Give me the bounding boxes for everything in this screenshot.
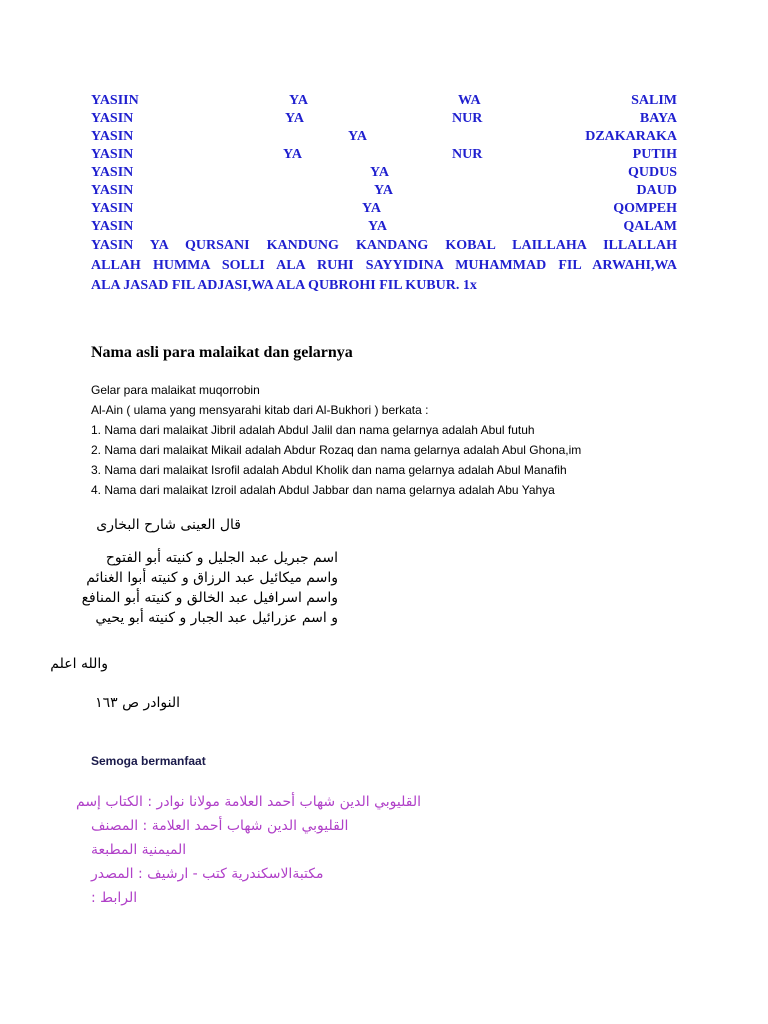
angel-name-item: 3. Nama dari malaikat Isrofil adalah Abdul Kholik dan nama gelarnya adalah Abul Manafih — [91, 463, 567, 477]
verse-word: QALAM — [623, 219, 677, 234]
source-line: مكتبةالاسكندرية كتب - ارشيف : المصدر — [91, 866, 324, 882]
source-block — [76, 790, 421, 910]
arabic-names-block — [82, 548, 338, 628]
angel-name-item: 2. Nama dari malaikat Mikail adalah Abdur Rozaq dan nama gelarnya adalah Abul Ghona,im — [91, 443, 582, 457]
verse-word: YASIN — [91, 147, 134, 162]
arabic-line: واسم ميكائيل عبد الرزاق و كنيته أبوا الغنائم — [86, 570, 338, 586]
intro-text: Al-Ain ( ulama yang mensyarahi kitab dari Al-Bukhori ) berkata : — [91, 403, 429, 417]
verse-word: SALIM — [631, 93, 677, 108]
source-line: الميمنية المطبعة — [91, 842, 187, 858]
verse-word: YA — [285, 111, 304, 126]
verse-word: YA — [289, 93, 308, 108]
arabic-line: اسم جبريل عبد الجليل و كنيته أبو الفتوح — [105, 550, 338, 566]
verse-word: QUDUS — [627, 165, 677, 180]
verse-word: DZAKARAKA — [585, 129, 677, 144]
verse-paragraph-line: ALLAH HUMMA SOLLI ALA RUHI SAYYIDINA MUHAMMAD FIL ARWAHI,WA — [91, 258, 677, 273]
verse-word: NUR — [452, 147, 483, 162]
verse-word: YA — [370, 165, 389, 180]
verse-word: YASIN — [91, 111, 134, 126]
verse-row — [91, 200, 677, 218]
source-line: القليوبي الدين شهاب أحمد العلامة : المصنف — [91, 818, 349, 834]
verse-word: YASIN — [91, 183, 134, 198]
arabic-heading: قال العينى شارح البخارى — [96, 517, 241, 533]
arabic-wallahu-alam: والله اعلم — [50, 656, 108, 672]
source-line: القليوبي الدين شهاب أحمد العلامة مولانا نوادر : الكتاب إسم — [76, 794, 421, 810]
verse-row — [91, 182, 677, 200]
verse-word: YASIN — [91, 201, 134, 216]
arabic-line: و اسم عزرائيل عبد الجبار و كنيته أبو يحيي — [95, 610, 338, 626]
verse-row — [91, 164, 677, 182]
verse-row — [91, 218, 677, 236]
closing-note: Semoga bermanfaat — [91, 754, 206, 768]
verse-word: YASIN — [91, 219, 134, 234]
verse-word: NUR — [452, 111, 483, 126]
verse-word: DAUD — [636, 183, 677, 198]
verse-word: PUTIH — [632, 147, 677, 162]
verse-word: YA — [348, 129, 367, 144]
section-heading: Nama asli para malaikat dan gelarnya — [91, 344, 353, 361]
verse-word: YASIN — [91, 165, 134, 180]
angel-name-item: 4. Nama dari malaikat Izroil adalah Abdul Jabbar dan nama gelarnya adalah Abu Yahya — [91, 483, 555, 497]
verse-paragraph-line: YASIN YA QURSANI KANDUNG KANDANG KOBAL LAILLAHA ILLALLAH — [91, 238, 677, 253]
verse-row — [91, 92, 677, 110]
verse-word: YA — [362, 201, 381, 216]
source-line: الرابط : — [91, 890, 138, 906]
verse-word: YA — [368, 219, 387, 234]
intro-title: Gelar para malaikat muqorrobin — [91, 383, 260, 397]
verse-word: YASIIN — [91, 93, 139, 108]
angel-name-item: 1. Nama dari malaikat Jibril adalah Abdul Jalil dan nama gelarnya adalah Abul futuh — [91, 423, 535, 437]
verse-word: YASIN — [91, 129, 134, 144]
verse-paragraph-line: ALA JASAD FIL ADJASI,WA ALA QUBROHI FIL KUBUR. 1x — [91, 278, 477, 293]
verse-word: BAYA — [639, 111, 677, 126]
verse-block — [91, 92, 677, 236]
verse-row — [91, 128, 677, 146]
verse-word: YA — [374, 183, 393, 198]
verse-word: QOMPEH — [613, 201, 677, 216]
verse-row — [91, 110, 677, 128]
verse-row — [91, 146, 677, 164]
verse-word: WA — [458, 93, 481, 108]
arabic-line: واسم اسرافيل عبد الخالق و كنيته أبو المنافع — [81, 590, 338, 606]
arabic-reference: النوادر ص ١٦٣ — [95, 695, 180, 711]
verse-word: YA — [283, 147, 302, 162]
verse-paragraph — [91, 236, 677, 296]
